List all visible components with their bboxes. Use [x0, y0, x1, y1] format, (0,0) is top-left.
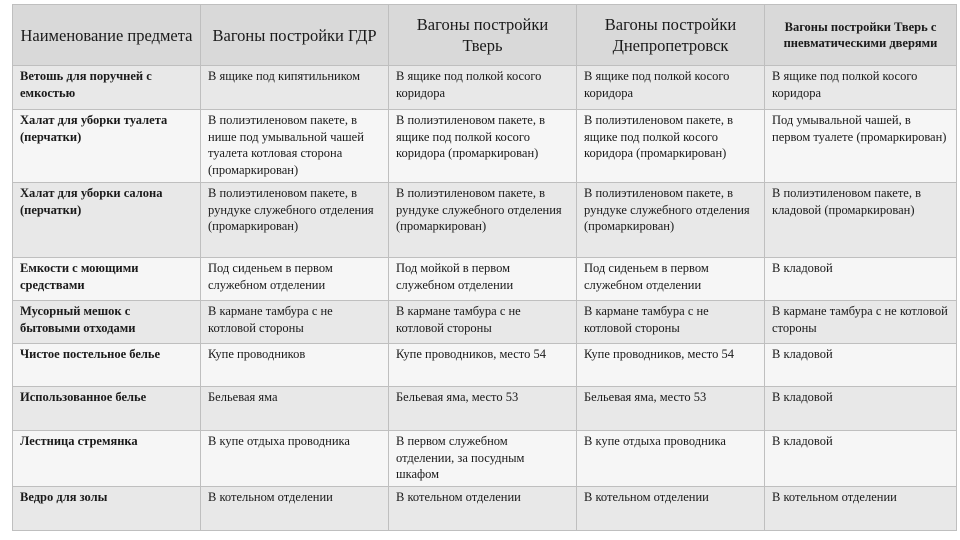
table-cell: Купе проводников, место 54: [389, 344, 577, 387]
item-name-cell: Мусорный мешок с бытовыми отходами: [13, 301, 201, 344]
table-row: [13, 301, 957, 344]
table-cell: В полиэтиленовом пакете, в рундуке служебного отделения (промаркирован): [201, 183, 389, 258]
item-name-cell: Халат для уборки салона (перчатки): [13, 183, 201, 258]
table-cell: В ящике под кипятильником: [201, 66, 389, 110]
table-row: [13, 183, 957, 258]
column-header-gdr: Вагоны постройки ГДР: [201, 5, 389, 66]
table-body: [13, 66, 957, 531]
table-cell: В котельном отделении: [389, 487, 577, 531]
table-cell: Бельевая яма, место 53: [389, 387, 577, 431]
column-header-dnepropetrovsk: Вагоны постройки Днепропетровск: [577, 5, 765, 66]
item-name-cell: Чистое постельное белье: [13, 344, 201, 387]
table-cell: В полиэтиленовом пакете, в ящике под полкой косого коридора (промаркирован): [577, 110, 765, 183]
table-row: [13, 387, 957, 431]
table-cell: В полиэтиленовом пакете, в кладовой (промаркирован): [765, 183, 957, 258]
table-cell: Бельевая яма: [201, 387, 389, 431]
table-row: [13, 487, 957, 531]
table-cell: В купе отдыха проводника: [577, 431, 765, 487]
table-cell: Купе проводников: [201, 344, 389, 387]
item-name-cell: Ведро для золы: [13, 487, 201, 531]
table-cell: В кармане тамбура с не котловой стороны: [577, 301, 765, 344]
table-cell: Под сиденьем в первом служебном отделении: [201, 258, 389, 301]
item-name-cell: Ветошь для поручней с емкостью: [13, 66, 201, 110]
item-name-cell: Лестница стремянка: [13, 431, 201, 487]
table-cell: В полиэтиленовом пакете, в нише под умывальной чашей туалета котловая сторона (промаркирован): [201, 110, 389, 183]
table-cell: Под умывальной чашей, в первом туалете (промаркирован): [765, 110, 957, 183]
table-cell: В первом служебном отделении, за посудным шкафом: [389, 431, 577, 487]
item-name-cell: Емкости с моющими средствами: [13, 258, 201, 301]
table-cell: Под сиденьем в первом служебном отделении: [577, 258, 765, 301]
header-row: [13, 5, 957, 66]
table-row: [13, 258, 957, 301]
column-header-item-name: Наименование предмета: [13, 5, 201, 66]
table-cell: В кладовой: [765, 344, 957, 387]
column-header-tver: Вагоны постройки Тверь: [389, 5, 577, 66]
column-header-tver-pneumatic: Вагоны постройки Тверь с пневматическими дверями: [765, 5, 957, 66]
table-row: [13, 431, 957, 487]
table-cell: В котельном отделении: [765, 487, 957, 531]
item-name-cell: Использованное белье: [13, 387, 201, 431]
table-cell: В полиэтиленовом пакете, в ящике под полкой косого коридора (промаркирован): [389, 110, 577, 183]
table-cell: В котельном отделении: [577, 487, 765, 531]
table-cell: В купе отдыха проводника: [201, 431, 389, 487]
table-cell: В котельном отделении: [201, 487, 389, 531]
table-cell: В кладовой: [765, 431, 957, 487]
table-header: [13, 5, 957, 66]
table-row: [13, 66, 957, 110]
item-name-cell: Халат для уборки туалета (перчатки): [13, 110, 201, 183]
table-cell: В ящике под полкой косого коридора: [765, 66, 957, 110]
table-row: [13, 344, 957, 387]
table-cell: В кармане тамбура с не котловой стороны: [389, 301, 577, 344]
table-cell: В полиэтиленовом пакете, в рундуке служебного отделения (промаркирован): [577, 183, 765, 258]
table-cell: В ящике под полкой косого коридора: [577, 66, 765, 110]
table-cell: В ящике под полкой косого коридора: [389, 66, 577, 110]
equipment-placement-table: [12, 4, 957, 531]
table-row: [13, 110, 957, 183]
table-cell: В кладовой: [765, 258, 957, 301]
table-cell: Бельевая яма, место 53: [577, 387, 765, 431]
table-cell: В кармане тамбура с не котловой стороны: [765, 301, 957, 344]
table-cell: Купе проводников, место 54: [577, 344, 765, 387]
table-cell: В кармане тамбура с не котловой стороны: [201, 301, 389, 344]
table-cell: В полиэтиленовом пакете, в рундуке служебного отделения (промаркирован): [389, 183, 577, 258]
table-cell: Под мойкой в первом служебном отделении: [389, 258, 577, 301]
placement-table-container: [12, 4, 956, 531]
table-cell: В кладовой: [765, 387, 957, 431]
